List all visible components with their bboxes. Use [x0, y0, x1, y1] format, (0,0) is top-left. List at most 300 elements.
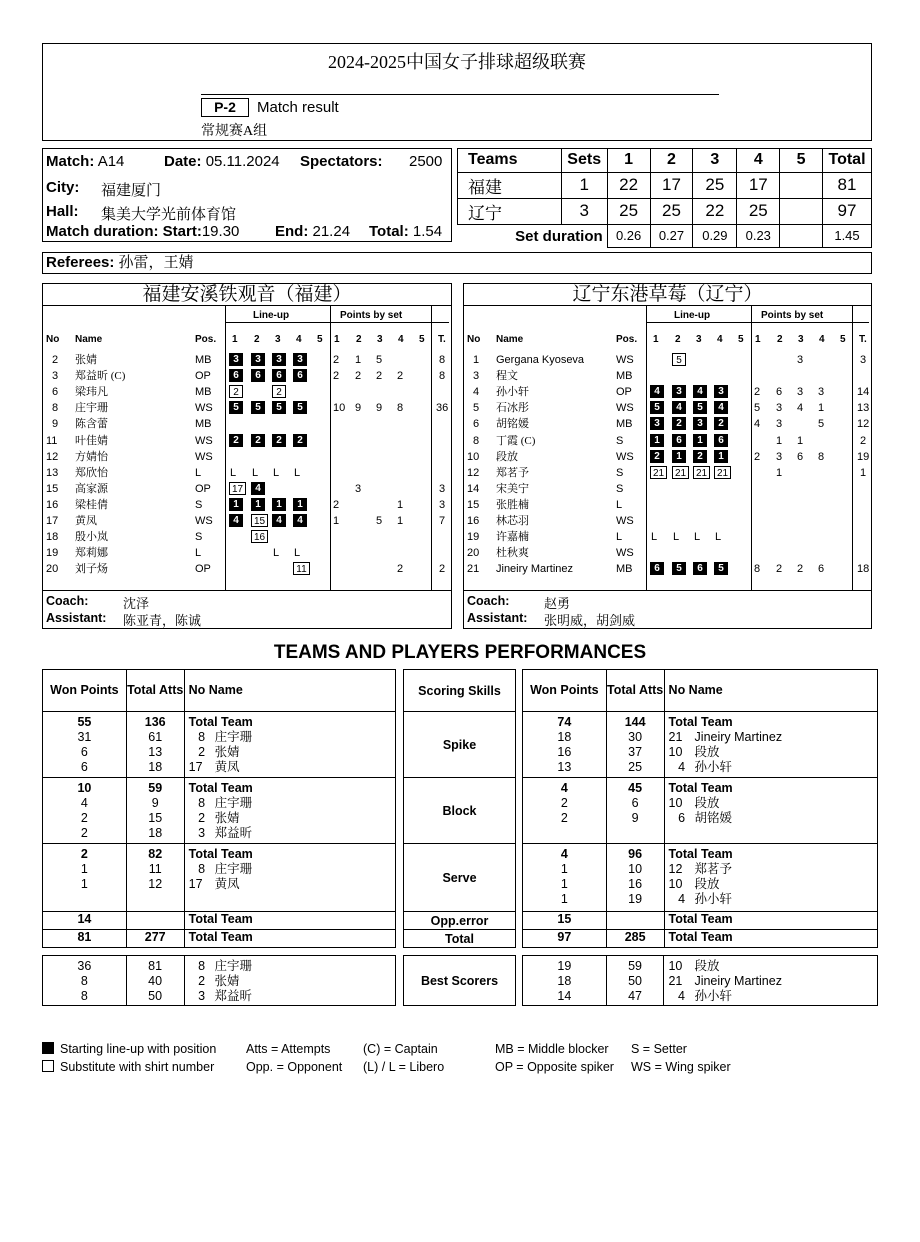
player-row	[464, 384, 871, 400]
set-points: 1	[397, 515, 404, 527]
player-position: OP	[195, 482, 211, 495]
player-position: WS	[616, 547, 634, 560]
player-total-points: 8	[439, 370, 446, 383]
player-name: 林芯羽	[496, 515, 529, 527]
substitute-box: 5	[672, 353, 686, 366]
subhead-line	[646, 322, 869, 323]
coach-divider	[464, 590, 871, 591]
set-points: 1	[818, 402, 825, 415]
player-number: 3	[198, 989, 206, 1003]
player-line	[189, 826, 395, 841]
player-name: 梁玮凡	[75, 386, 108, 399]
player-won: 13	[557, 760, 572, 774]
starting-position-box: 1	[714, 450, 728, 463]
player-won: 16	[557, 745, 572, 759]
player-total-points: 12	[857, 418, 870, 431]
starting-position-box: 6	[272, 369, 286, 382]
player-name: 叶佳婧	[75, 434, 108, 447]
player-won: 31	[77, 730, 92, 744]
player-row	[43, 400, 451, 416]
best-line	[668, 974, 877, 989]
player-position: L	[616, 498, 623, 511]
player-line	[669, 877, 877, 892]
opp-error-value: 15	[523, 912, 607, 930]
points-header: Points by set	[761, 310, 824, 321]
player-atts: 30	[628, 730, 643, 744]
lineup-set-header: 2	[675, 334, 681, 345]
player-name: 段放	[694, 959, 720, 973]
header-divider	[201, 94, 719, 95]
best-won: 19	[557, 959, 572, 973]
starting-position-box: 2	[293, 434, 307, 447]
player-row	[43, 513, 451, 529]
score-row-home: 福建 1 22 17 25 17 81	[458, 172, 872, 198]
player-position: WS	[195, 450, 213, 463]
referees-box	[42, 252, 872, 274]
player-line	[669, 862, 877, 877]
set-points: 3	[797, 354, 804, 366]
player-row	[464, 449, 871, 465]
substitute-box: 17	[229, 482, 246, 495]
player-won: 1	[560, 877, 568, 891]
substitute-box: 15	[251, 514, 268, 527]
no-name-cell	[664, 844, 877, 912]
player-name: 程文	[496, 370, 518, 383]
away-roster	[463, 283, 872, 629]
best-name-cell	[184, 956, 395, 1006]
player-name: 刘子炀	[75, 563, 108, 576]
player-won: 4	[80, 796, 88, 810]
points-set-header: 3	[798, 334, 804, 345]
lineup-set-header: 1	[653, 334, 659, 345]
player-name: 郑莉娜	[75, 547, 108, 560]
spectators-count: 2500	[409, 153, 443, 170]
player-name: 孙小轩	[694, 989, 732, 1003]
total-atts-cell	[606, 712, 664, 778]
assistant-label: Assistant:	[467, 611, 528, 625]
starting-position-box: 3	[693, 417, 707, 430]
player-row	[43, 449, 451, 465]
player-number: 5	[473, 402, 480, 415]
team-atts: 45	[628, 781, 643, 795]
player-total-points: 8	[439, 354, 446, 366]
player-row	[43, 368, 451, 384]
player-line	[189, 877, 395, 892]
set-points: 1	[776, 466, 783, 479]
player-line	[669, 730, 877, 745]
team-won: 4	[560, 847, 568, 861]
no-name-cell	[184, 712, 395, 778]
starting-position-box: 5	[293, 401, 307, 414]
player-atts: 13	[148, 745, 163, 759]
starting-position-box: 4	[650, 385, 664, 398]
lineup-header: Line-up	[674, 310, 711, 321]
total-atts: 285	[606, 930, 664, 948]
page-badge: P-2	[201, 98, 249, 117]
skill-row-spike	[43, 712, 396, 778]
starting-position-box: 3	[251, 353, 265, 366]
team-atts: 82	[148, 847, 163, 861]
no-name-cell	[664, 778, 877, 844]
total-atts: 277	[126, 930, 184, 948]
points-set-header: 3	[377, 334, 383, 345]
best-atts: 59	[628, 959, 642, 973]
team-won: 2	[80, 847, 88, 861]
skill-name: Serve	[404, 844, 516, 912]
set-points: 3	[355, 482, 362, 495]
substitute-box: 16	[251, 530, 268, 543]
set-points: 5	[754, 402, 761, 415]
set-points: 2	[754, 386, 761, 399]
player-number: 1	[473, 354, 480, 366]
legend-text: Opp. = Opponent	[246, 1060, 343, 1074]
best-line	[668, 959, 877, 974]
starting-position-box: 3	[714, 385, 728, 398]
player-total-points: 18	[857, 563, 870, 576]
team-atts: 96	[628, 847, 643, 861]
player-name: 段放	[694, 745, 720, 759]
player-name: 殷小岚	[75, 531, 108, 544]
total-team-label: Total Team	[184, 930, 395, 948]
player-line	[189, 796, 395, 811]
player-number: 3	[52, 370, 59, 383]
player-line	[189, 745, 395, 760]
no-name-cell	[664, 712, 877, 778]
best-scorers-label-table	[403, 955, 516, 1006]
player-position: MB	[616, 418, 633, 431]
starting-position-box: 2	[650, 450, 664, 463]
player-row	[464, 465, 871, 481]
player-position: L	[195, 466, 202, 479]
total-team-label: Total Team	[184, 912, 395, 930]
empty-cell	[126, 912, 184, 930]
set-points: 10	[333, 402, 346, 415]
points-set-header: 4	[398, 334, 404, 345]
libero-marker: L	[673, 531, 680, 544]
player-line	[189, 730, 395, 745]
set-points: 1	[355, 354, 362, 366]
no-name-cell	[184, 844, 395, 912]
player-name: 张婧	[75, 354, 97, 366]
starting-position-box: 6	[251, 369, 265, 382]
player-position: WS	[195, 434, 213, 447]
player-row	[43, 497, 451, 513]
player-line	[189, 760, 395, 775]
player-won: 1	[80, 862, 88, 876]
player-name: 黄凤	[214, 760, 240, 774]
player-total-points: 1	[860, 466, 867, 479]
skill-row-serve	[523, 844, 878, 912]
score-table	[457, 148, 872, 248]
best-atts-cell	[606, 956, 664, 1006]
starting-position-box: 5	[714, 562, 728, 575]
player-position: L	[616, 531, 623, 544]
starting-position-box: 6	[714, 434, 728, 447]
player-position: OP	[195, 370, 211, 383]
player-name: 梁桂倩	[75, 498, 108, 511]
skill-name: Block	[404, 778, 516, 844]
set-points: 2	[397, 370, 404, 383]
legend-item	[363, 1042, 438, 1056]
won-points-cell	[523, 712, 607, 778]
best-won-cell	[523, 956, 607, 1006]
starting-position-box: 2	[714, 417, 728, 430]
player-number: 2	[198, 811, 206, 825]
starting-position-box: 1	[650, 434, 664, 447]
lineup-set-header: 4	[296, 334, 302, 345]
player-position: MB	[616, 563, 633, 576]
player-atts: 11	[148, 862, 162, 876]
player-position: OP	[616, 386, 632, 399]
best-atts: 47	[628, 989, 642, 1003]
points-set-header: 5	[419, 334, 425, 345]
team-won: 4	[560, 781, 568, 795]
legend-item	[631, 1060, 731, 1074]
player-number: 3	[473, 370, 480, 383]
player-number: 16	[46, 498, 59, 511]
set-points: 2	[333, 354, 340, 366]
player-position: L	[195, 547, 202, 560]
set-points: 1	[397, 498, 404, 511]
no-header: No	[46, 334, 60, 345]
points-set-header: 5	[840, 334, 846, 345]
empty-cell	[606, 912, 664, 930]
starting-position-box: 4	[272, 514, 286, 527]
end-time: 21.24	[312, 223, 351, 240]
starting-position-box: 2	[272, 434, 286, 447]
set-points: 3	[818, 386, 825, 399]
lineup-set-header: 3	[696, 334, 702, 345]
player-name: Jineiry Martinez	[694, 974, 782, 988]
libero-marker: L	[294, 466, 301, 479]
libero-marker: L	[294, 547, 301, 560]
best-won: 36	[77, 959, 92, 973]
starting-position-box: 4	[693, 385, 707, 398]
no-name-cell	[184, 778, 395, 844]
starting-position-box: 1	[251, 498, 265, 511]
starting-position-box: 2	[251, 434, 265, 447]
player-total-points: 2	[439, 563, 446, 576]
player-number: 10	[668, 959, 683, 973]
player-number: 20	[467, 547, 480, 560]
set-points: 4	[797, 402, 804, 415]
best-scorers-label: Best Scorers	[404, 956, 516, 1006]
player-line	[669, 745, 877, 760]
set-points: 2	[776, 563, 783, 576]
total-atts-cell	[606, 778, 664, 844]
player-won: 18	[557, 730, 572, 744]
legend-text: (C) = Captain	[363, 1042, 438, 1056]
player-atts: 18	[148, 760, 163, 774]
pos-header: Pos.	[616, 334, 638, 345]
points-set-header: 2	[777, 334, 783, 345]
player-number: 10	[467, 450, 480, 463]
points-set-header: 1	[755, 334, 761, 345]
coach-label: Coach:	[46, 594, 89, 608]
total-atts-cell	[126, 712, 184, 778]
player-line	[669, 760, 877, 775]
referees-names: 孙雷，王婧	[118, 255, 194, 271]
player-number: 6	[52, 386, 59, 399]
player-number: 8	[198, 959, 206, 973]
legend-text: MB = Middle blocker	[495, 1042, 609, 1056]
player-row	[43, 529, 451, 545]
starting-position-box: 1	[693, 434, 707, 447]
player-position: S	[616, 434, 624, 447]
player-row	[43, 352, 451, 368]
match-number: A14	[97, 153, 125, 170]
starting-position-box: 3	[272, 353, 286, 366]
player-number: 21	[467, 563, 480, 576]
player-name: 段放	[496, 450, 518, 463]
player-name: 段放	[694, 796, 720, 810]
player-won: 2	[560, 811, 568, 825]
name-header: Name	[496, 334, 524, 345]
total-won: 81	[43, 930, 127, 948]
starting-position-box: 3	[650, 417, 664, 430]
player-total-points: 3	[439, 498, 446, 511]
player-name: 庄宇珊	[214, 730, 253, 744]
lineup-set-header: 5	[738, 334, 744, 345]
best-won: 18	[557, 974, 572, 988]
player-name: 张婧	[214, 811, 240, 825]
starting-position-box: 6	[293, 369, 307, 382]
starting-position-box: 2	[229, 434, 243, 447]
player-position: WS	[616, 354, 634, 366]
player-won: 2	[560, 796, 568, 810]
skill-row-serve	[43, 844, 396, 912]
player-name: 宋美宁	[496, 482, 529, 495]
player-number: 18	[46, 531, 59, 544]
best-line	[189, 959, 395, 974]
player-name: 丁霞 (C)	[496, 434, 536, 447]
total-team-label: Total Team	[668, 781, 733, 795]
player-name: 胡铭媛	[694, 811, 733, 825]
set-points: 2	[376, 370, 383, 383]
player-row	[464, 529, 871, 545]
total-duration: 1.54	[412, 223, 443, 240]
player-name: Jineiry Martinez	[694, 730, 783, 744]
set-duration-row: Set duration 0.26 0.27 0.29 0.23 1.45	[458, 224, 872, 248]
player-number: 12	[46, 450, 59, 463]
player-atts: 12	[148, 877, 163, 891]
player-number: 12	[467, 466, 480, 479]
starting-position-box: 1	[229, 498, 243, 511]
player-number: 13	[46, 466, 59, 479]
player-atts: 61	[148, 730, 163, 744]
player-line	[669, 892, 877, 907]
set-points: 9	[355, 402, 362, 415]
player-name: 郑欣怡	[75, 466, 108, 479]
set-points: 8	[397, 402, 404, 415]
team-won: 74	[557, 715, 572, 729]
total-header: T.	[859, 334, 867, 345]
starting-position-box: 5	[672, 562, 686, 575]
skill-row-block	[43, 778, 396, 844]
player-row	[464, 497, 871, 513]
player-number: 14	[467, 482, 480, 495]
libero-marker: L	[651, 531, 658, 544]
player-row	[464, 481, 871, 497]
total-atts-cell	[126, 778, 184, 844]
player-name: 胡铭媛	[496, 418, 529, 431]
legend-text: S = Setter	[631, 1042, 687, 1056]
player-row	[464, 561, 871, 577]
starting-position-box: 4	[714, 401, 728, 414]
starting-position-box: 2	[693, 450, 707, 463]
player-row	[464, 416, 871, 432]
no-header: No	[467, 334, 481, 345]
best-line	[189, 989, 395, 1004]
player-name: 石冰彤	[496, 402, 529, 415]
total-atts-cell	[606, 844, 664, 912]
won-points-cell	[43, 712, 127, 778]
substitute-box: 21	[650, 466, 667, 479]
player-position: S	[195, 498, 203, 511]
starting-position-box: 5	[650, 401, 664, 414]
legend-item	[363, 1060, 444, 1074]
player-name: 张婧	[214, 974, 240, 988]
skill-row-spike	[523, 712, 878, 778]
libero-marker: L	[252, 466, 259, 479]
legend-text: Starting line-up with position	[60, 1042, 217, 1056]
total-header: T.	[438, 334, 446, 345]
best-atts: 50	[148, 989, 163, 1003]
player-number: 12	[668, 862, 683, 876]
starting-position-box: 1	[272, 498, 286, 511]
substitute-symbol	[42, 1060, 54, 1072]
total-won: 97	[523, 930, 607, 948]
legend-text: OP = Opposite spiker	[495, 1060, 614, 1074]
opp-error-row	[523, 912, 878, 930]
won-points-header: Won Points	[523, 670, 607, 712]
player-name: 许嘉楠	[496, 531, 529, 544]
points-header: Points by set	[340, 310, 403, 321]
starting-position-box: 5	[693, 401, 707, 414]
player-name: Gergana Kyoseva	[496, 354, 585, 366]
best-atts: 40	[148, 974, 163, 988]
best-won: 14	[557, 989, 572, 1003]
player-number: 11	[46, 434, 58, 447]
player-atts: 16	[628, 877, 643, 891]
team-won: 10	[77, 781, 92, 795]
player-number: 10	[668, 745, 683, 759]
total-team-label: Total Team	[668, 715, 733, 729]
set-points: 5	[818, 418, 825, 431]
set-points: 6	[818, 563, 825, 576]
player-row	[43, 481, 451, 497]
set-points: 2	[333, 498, 340, 511]
player-won: 6	[80, 745, 88, 759]
starting-position-box: 5	[251, 401, 265, 414]
player-number: 8	[473, 434, 480, 447]
player-total-points: 7	[439, 515, 446, 527]
best-line	[668, 989, 877, 1004]
match-date: 05.11.2024	[205, 153, 280, 170]
player-number: 4	[678, 760, 686, 774]
points-set-header: 1	[334, 334, 340, 345]
best-line	[189, 974, 395, 989]
player-number: 6	[473, 418, 480, 431]
legend-item	[495, 1060, 614, 1074]
set-points: 1	[333, 515, 340, 527]
lineup-set-header: 1	[232, 334, 238, 345]
starting-position-box: 3	[229, 353, 243, 366]
player-atts: 37	[628, 745, 643, 759]
player-total-points: 3	[439, 482, 446, 495]
pos-header: Pos.	[195, 334, 217, 345]
player-name: 孙小轩	[496, 386, 529, 399]
